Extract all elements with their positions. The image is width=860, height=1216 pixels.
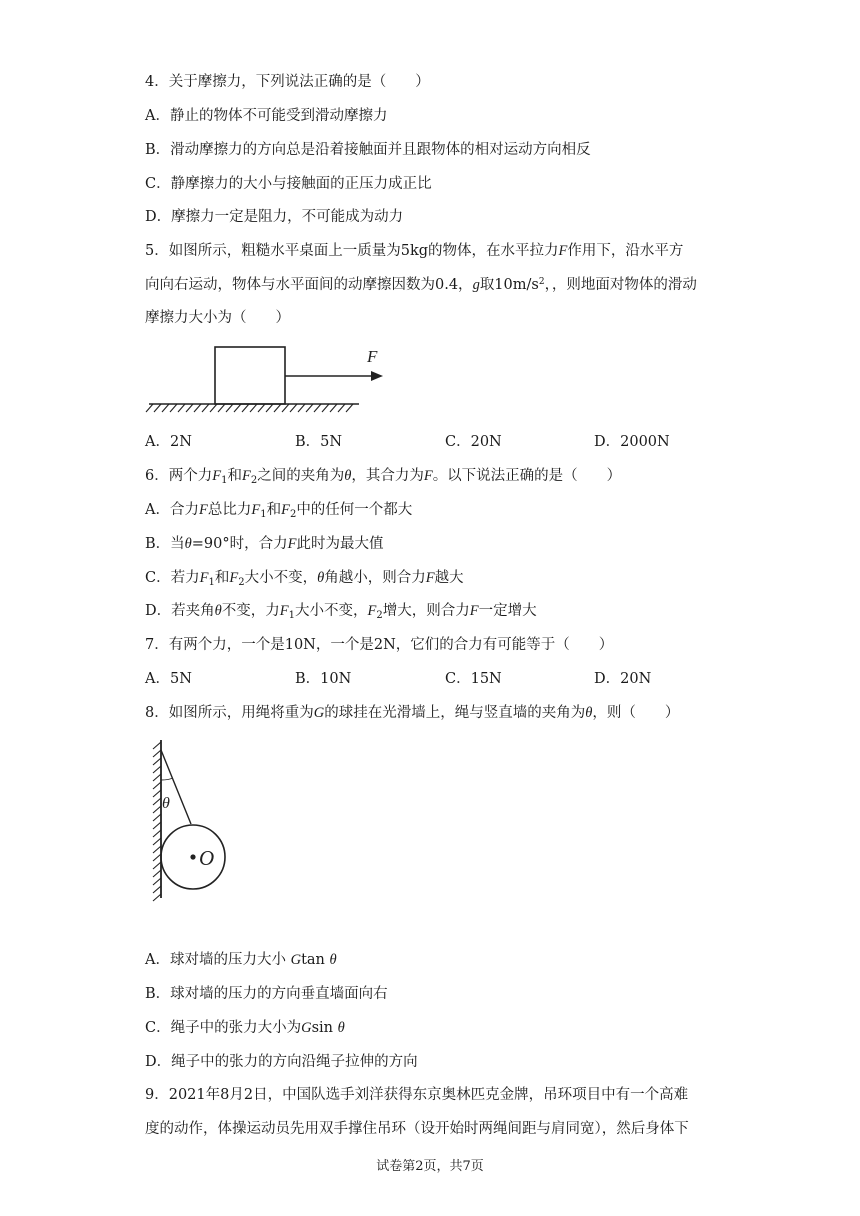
q6-option-b: B．当θ=90°时，合力F此时为最大值 xyxy=(145,536,384,552)
q9-stem-line2: 度的动作，体操运动员先用双手撑住吊环（设开始时两绳间距与肩同宽），然后身体下 xyxy=(145,1121,689,1137)
q5-option-a: A．2N xyxy=(145,434,192,450)
q6-stem: 6．两个力$F_1$和$F_2$之间的夹角为θ，其合力为F。以下说法正确的是（ ） xyxy=(145,468,622,486)
q6-option-c: C．若力$F_1$和$F_2$大小不变，θ角越小，则合力F越大 xyxy=(145,570,464,588)
q5-figure-force-label: F xyxy=(367,347,378,366)
q8-option-d: D．绳子中的张力的方向沿绳子拉伸的方向 xyxy=(145,1054,418,1070)
q9-stem-line1: 9．2021年8月2日，中国队选手刘洋获得东京奥林匹克金牌，吊环项目中有一个高难 xyxy=(145,1087,689,1103)
q8-option-c: C．绳子中的张力大小为Gsin θ xyxy=(145,1020,345,1036)
q4-option-c: C．静摩擦力的大小与接触面的正压力成正比 xyxy=(145,176,432,192)
q8-figure-center-label: O xyxy=(199,846,215,870)
q8-figure-ball-on-wall xyxy=(145,738,245,903)
q5-option-b: B．5N xyxy=(295,434,343,450)
q6-option-d: D．若夹角θ不变，力$F_1$大小不变，$F_2$增大，则合力F一定增大 xyxy=(145,603,537,621)
q5-stem-line2: 向向右运动，物体与水平面间的动摩擦因数为0.4，g取$10m/s^2$，，则地面对物体的滑动 xyxy=(145,277,697,293)
page-footer: 试卷第2页，共7页 xyxy=(376,1159,484,1174)
q5-option-c: C．20N xyxy=(445,434,502,450)
q7-option-a: A．5N xyxy=(145,671,192,687)
q6-option-a: A．合力F总比力$F_1$和$F_2$中的任何一个都大 xyxy=(145,502,413,520)
q4-option-a: A．静止的物体不可能受到滑动摩擦力 xyxy=(145,108,388,124)
q7-option-c: C．15N xyxy=(445,671,502,687)
q5-stem-line1: 5．如图所示，粗糙水平桌面上一质量为5kg的物体，在水平拉力F作用下，沿水平方 xyxy=(145,243,684,259)
q8-stem: 8．如图所示，用绳将重为G的球挂在光滑墙上，绳与竖直墙的夹角为θ，则（ ） xyxy=(145,705,680,721)
q4-stem: 4．关于摩擦力，下列说法正确的是（ ） xyxy=(145,74,430,90)
q5-option-d: D．2000N xyxy=(594,434,670,450)
q4-option-b: B．滑动摩擦力的方向总是沿着接触面并且跟物体的相对运动方向相反 xyxy=(145,142,591,158)
q4-option-d: D．摩擦力一定是阻力，不可能成为动力 xyxy=(145,209,404,225)
q5-figure-block-on-surface xyxy=(145,340,378,415)
q7-option-d: D．20N xyxy=(594,671,652,687)
q7-option-b: B．10N xyxy=(295,671,352,687)
q7-stem: 7．有两个力，一个是10N，一个是2N，它们的合力有可能等于（ ） xyxy=(145,637,614,653)
q8-option-b: B．球对墙的压力的方向垂直墙面向右 xyxy=(145,986,388,1002)
q8-option-a: A．球对墙的压力大小 Gtan θ xyxy=(145,952,337,968)
q5-stem-line3: 摩擦力大小为（ ） xyxy=(145,310,290,326)
q8-figure-theta-label: θ xyxy=(162,795,170,812)
